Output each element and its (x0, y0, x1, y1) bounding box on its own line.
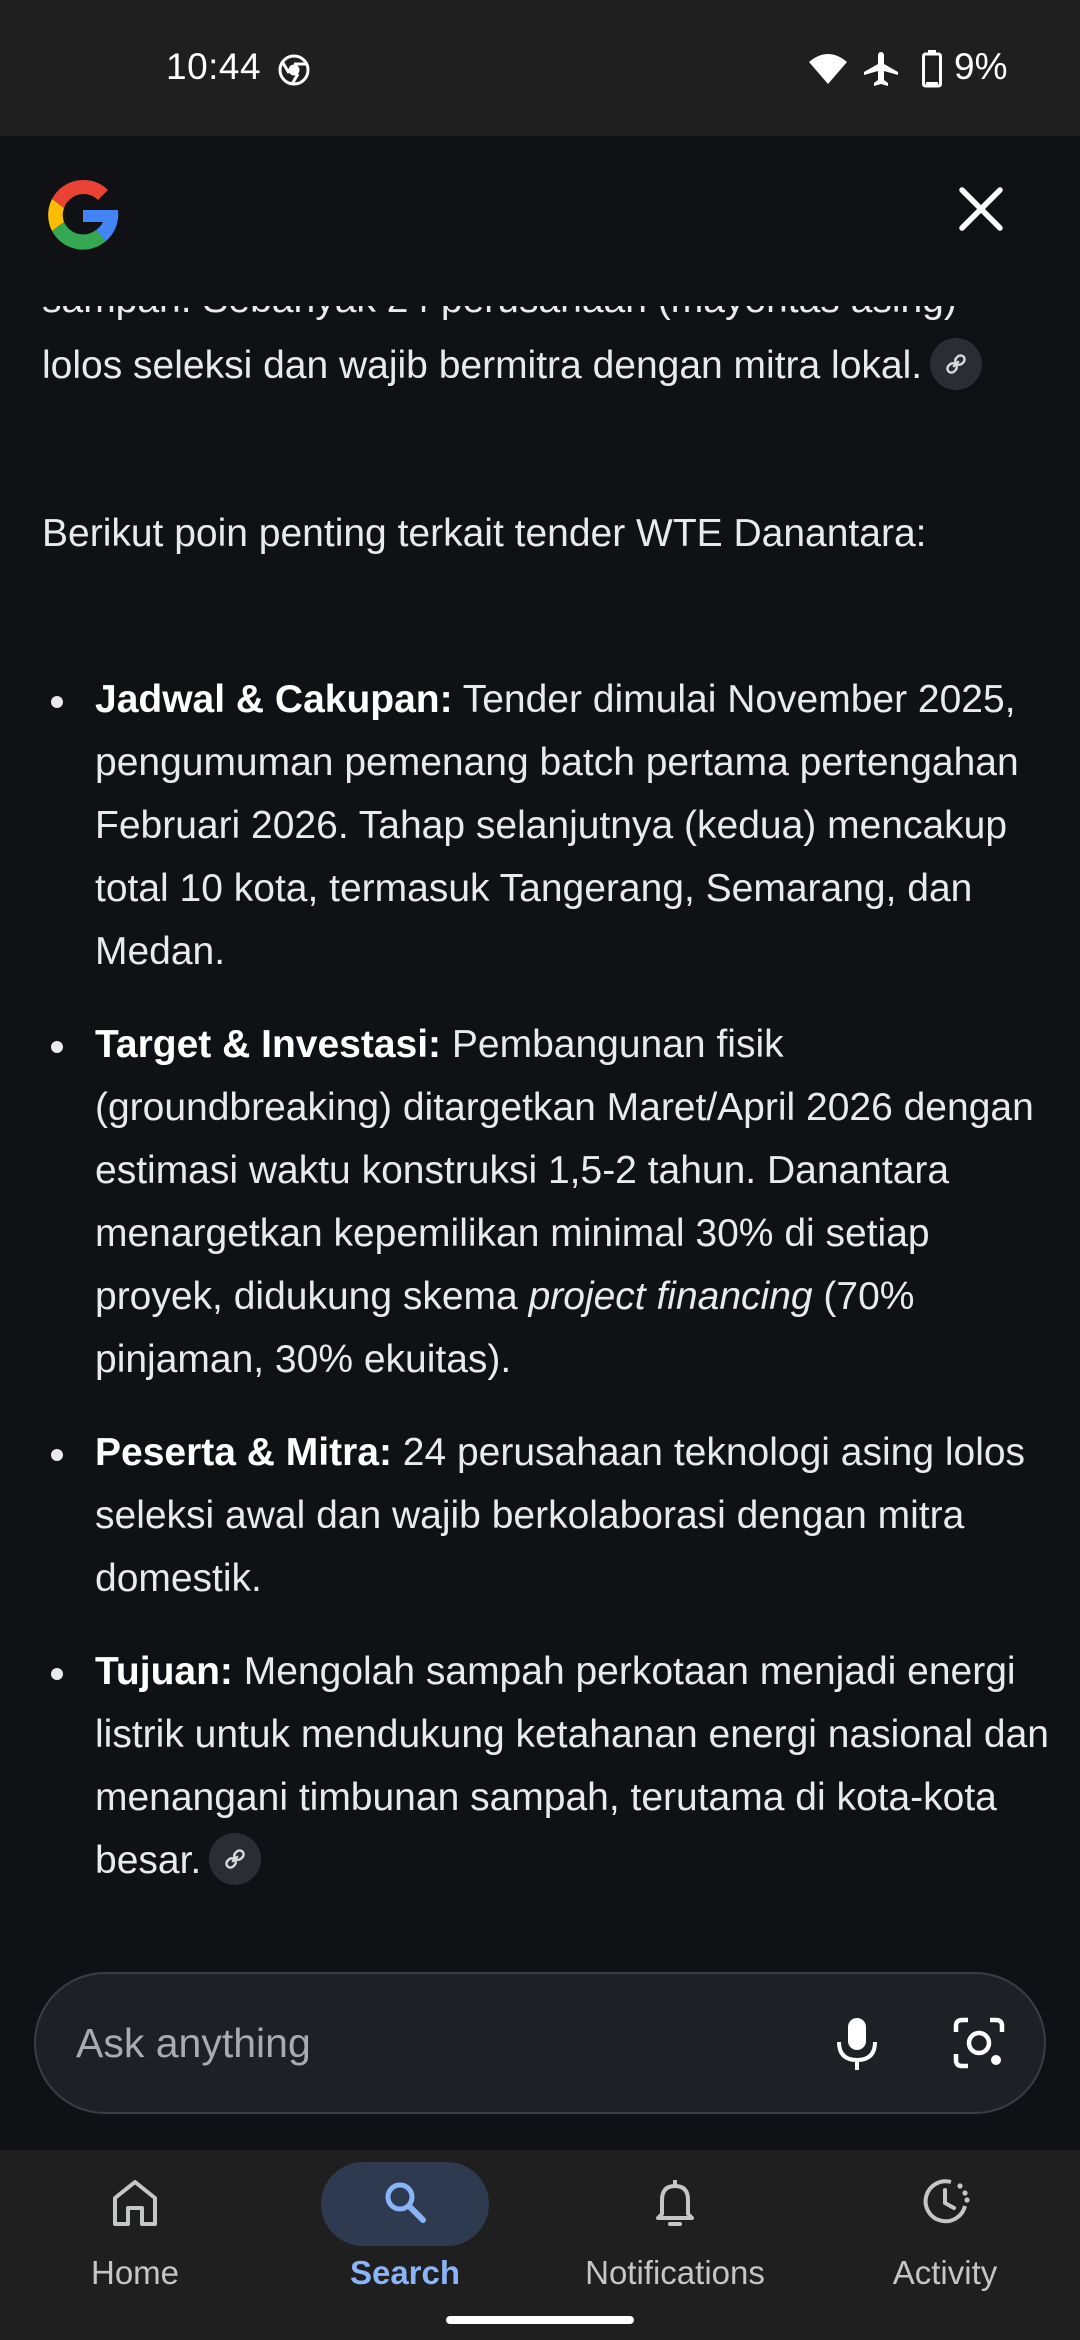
nav-activity-label: Activity (892, 2254, 998, 2291)
search-icon (375, 2172, 435, 2232)
bell-icon (645, 2172, 705, 2232)
list-item-text: Mengolah sampah perkotaan menjadi energi listrik untuk mendukung ketahanan energi nasional dan menangani timbunan sampah, terutama di kota-kota besar. (95, 1650, 1049, 1882)
ai-response-content (0, 250, 1080, 1950)
intro-paragraph (42, 334, 1042, 397)
chrome-icon (278, 54, 310, 86)
source-link-button[interactable] (930, 338, 982, 390)
source-link-button[interactable] (209, 1833, 261, 1885)
wifi-icon (808, 52, 848, 86)
list-item-text: 24 perusahaan teknologi asing lolos seleksi awal dan wajib berkolaborasi dengan mitra domestik. (95, 1431, 1026, 1600)
list-item-title: Target & Investasi: (95, 1023, 442, 1066)
intro-paragraph-text: lolos seleksi dan wajib bermitra dengan mitra lokal. (42, 344, 923, 387)
ask-input-placeholder[interactable]: Ask anything (76, 2020, 311, 2066)
list-item (42, 1640, 1052, 1892)
microphone-icon[interactable] (826, 2012, 888, 2074)
list-item-title: Peserta & Mitra: (95, 1431, 392, 1474)
bullet-dot (51, 1449, 63, 1461)
link-icon (223, 1847, 247, 1871)
list-item-text: Tender dimulai November 2025, pengumuman pemenang batch pertama pertengahan Februari 2026. Tahap selanjutnya (kedua) mencakup total 10 kota, termasuk Tangerang, Semarang, dan Medan. (95, 678, 1019, 973)
ask-input-bar[interactable] (34, 1972, 1046, 2114)
nav-activity[interactable] (810, 2150, 1080, 2340)
close-icon (957, 185, 1005, 233)
bullet-dot (51, 1041, 63, 1053)
list-item (42, 1421, 1052, 1610)
list-item-text: Pembangunan fisik (groundbreaking) ditargetkan Maret/April 2026 dengan estimasi waktu konstruksi 1,5-2 tahun. Danantara menargetkan kepemilikan minimal 30% di setiap proyek, didukung skema (95, 1023, 1034, 1318)
list-item-italic-text: project financing (528, 1275, 813, 1318)
nav-search[interactable] (270, 2150, 540, 2340)
bullet-dot (51, 696, 63, 708)
link-icon (944, 352, 968, 376)
airplane-mode-icon (862, 50, 900, 88)
summary-heading: Berikut poin penting terkait tender WTE Danantara: (42, 512, 927, 555)
nav-home[interactable] (0, 2150, 270, 2340)
battery-icon (922, 50, 942, 88)
list-item-title: Tujuan: (95, 1650, 233, 1693)
nav-search-label: Search (349, 2254, 461, 2291)
list-item-title: Jadwal & Cakupan: (95, 678, 453, 721)
key-points-list (42, 668, 1052, 1922)
nav-notifications-label: Notifications (585, 2254, 765, 2291)
list-item (42, 668, 1052, 983)
close-button[interactable] (948, 176, 1014, 242)
list-item (42, 1013, 1052, 1391)
nav-home-label: Home (90, 2254, 180, 2291)
nav-notifications[interactable] (540, 2150, 810, 2340)
home-icon (105, 2172, 165, 2232)
status-time: 10:44 (166, 46, 262, 87)
google-g-logo (40, 172, 126, 258)
bullet-dot (51, 1668, 63, 1680)
activity-icon (915, 2172, 975, 2232)
home-gesture-bar[interactable] (446, 2316, 634, 2324)
list-item-text-end: (70% pinjaman, 30% ekuitas). (95, 1275, 915, 1381)
header (0, 136, 1080, 306)
google-lens-icon[interactable] (948, 2012, 1010, 2074)
status-bar (0, 0, 1080, 136)
battery-percentage: 9% (954, 46, 1008, 87)
bottom-navigation (0, 2150, 1080, 2340)
